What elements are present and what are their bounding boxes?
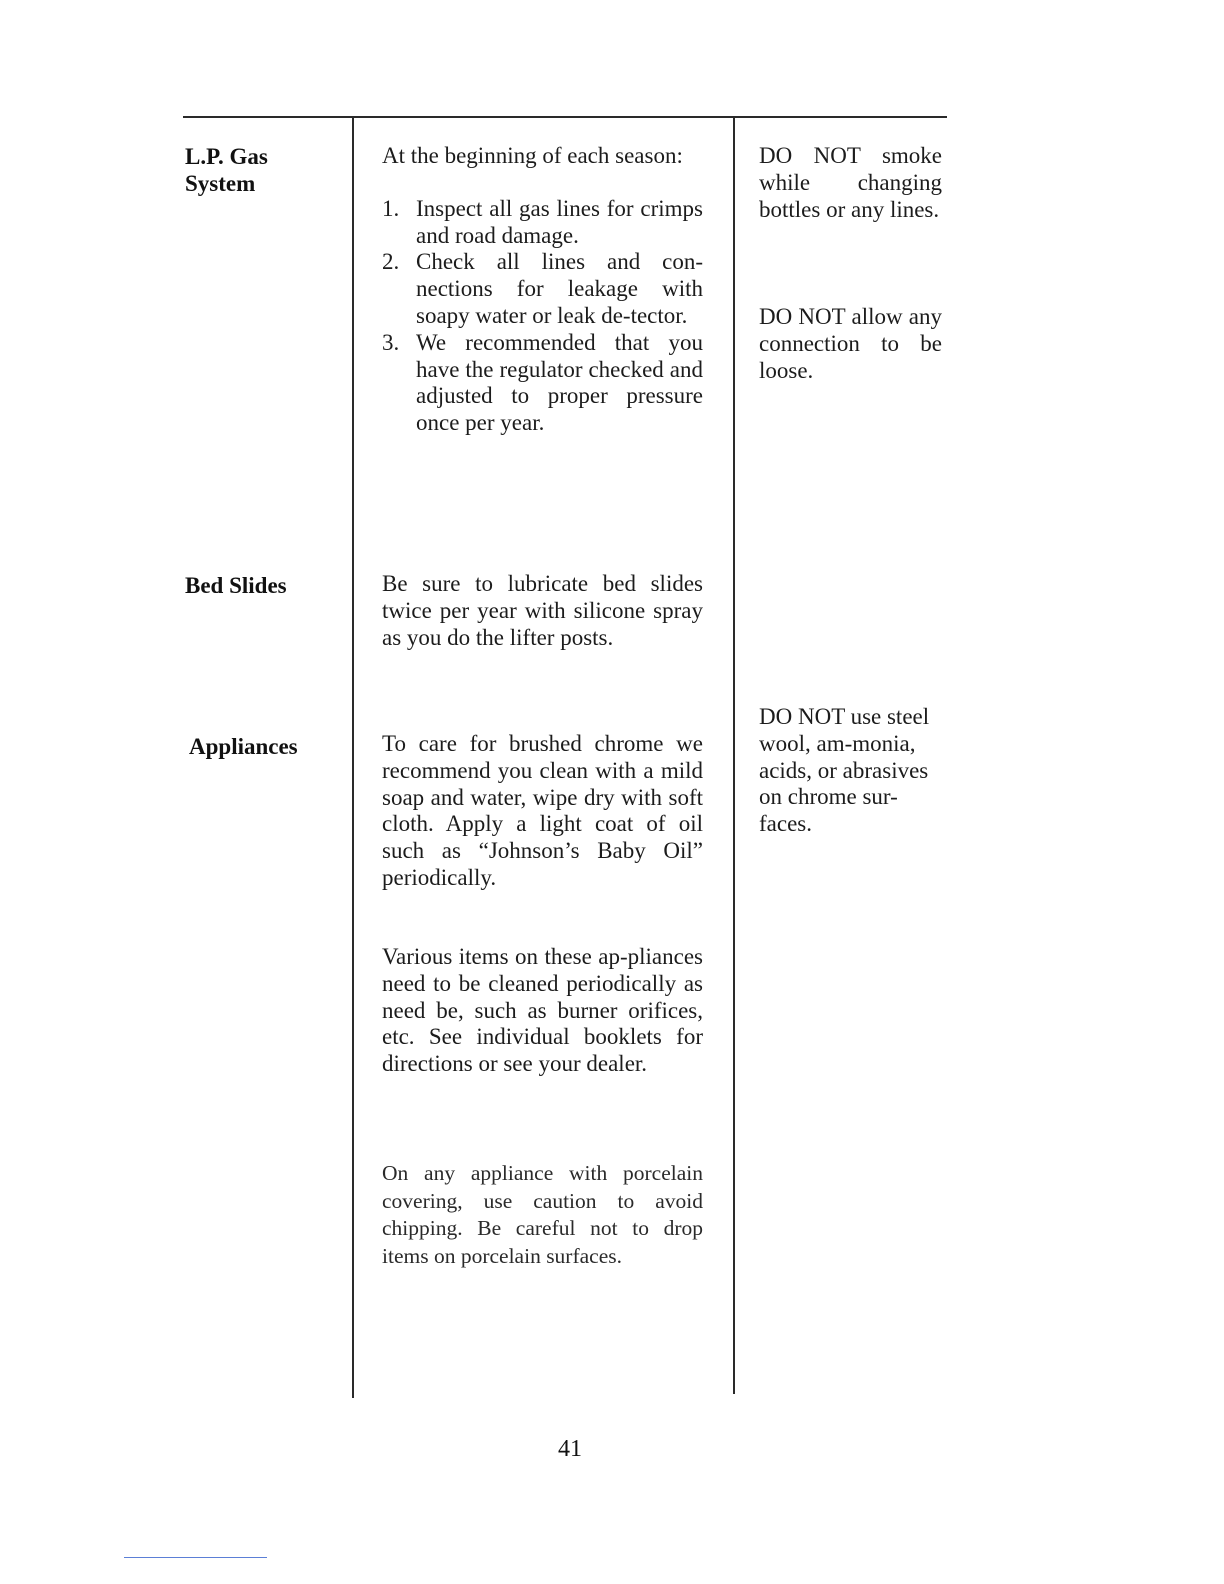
- appliances-cleaning: Various items on these ap-pliances need to be cleaned periodically as need be, such as burner orifices, etc. See individual booklets for directions or see your dealer.: [382, 944, 703, 1077]
- lp-gas-warning-loose: DO NOT allow any connection to be loose.: [759, 304, 942, 383]
- label-lp-gas-system: [185, 143, 268, 197]
- table-top-rule: [183, 116, 947, 118]
- list-item: [382, 196, 703, 250]
- step-number: 1.: [382, 195, 400, 221]
- list-item: [382, 330, 703, 437]
- appliances-chrome-care: To care for brushed chrome we recommend you clean with a mild soap and water, wipe dry with soft cloth. Apply a light coat of oil such as “Johnson’s Baby Oil” periodically.: [382, 731, 703, 890]
- decorative-rule: [124, 1557, 267, 1558]
- lp-gas-intro: At the beginning of each season:: [382, 143, 683, 168]
- page-number: 41: [558, 1436, 582, 1462]
- label-bed-slides: Bed Slides: [185, 573, 287, 598]
- step-text: Inspect all gas lines for crimps and road damage.: [416, 195, 703, 248]
- appliances-warning-chrome: DO NOT use steel wool, am-monia, acids, or abrasives on chrome sur-faces.: [759, 704, 930, 837]
- step-number: 2.: [382, 249, 400, 275]
- bed-slides-instructions: Be sure to lubricate bed slides twice per year with silicone spray as you do the lifter posts.: [382, 571, 703, 650]
- label-line: System: [185, 171, 256, 196]
- step-text: We recommended that you have the regulator checked and adjusted to proper pressure once per year.: [416, 329, 703, 436]
- lp-gas-instructions: [382, 143, 703, 437]
- column-divider-right: [733, 116, 735, 1394]
- step-text: Check all lines and con-nections for leakage with soapy water or leak de-tector.: [416, 249, 703, 328]
- column-divider-left: [352, 116, 354, 1398]
- label-line: L.P. Gas: [185, 144, 268, 169]
- lp-gas-warning-smoke: DO NOT smoke while changing bottles or any lines.: [759, 143, 942, 222]
- lp-gas-steps: [382, 196, 703, 437]
- appliances-porcelain: On any appliance with porcelain covering, use caution to avoid chipping. Be careful not to drop items on porcelain surfaces.: [382, 1161, 703, 1268]
- step-number: 3.: [382, 329, 400, 355]
- list-item: [382, 249, 703, 329]
- label-appliances: Appliances: [189, 734, 298, 759]
